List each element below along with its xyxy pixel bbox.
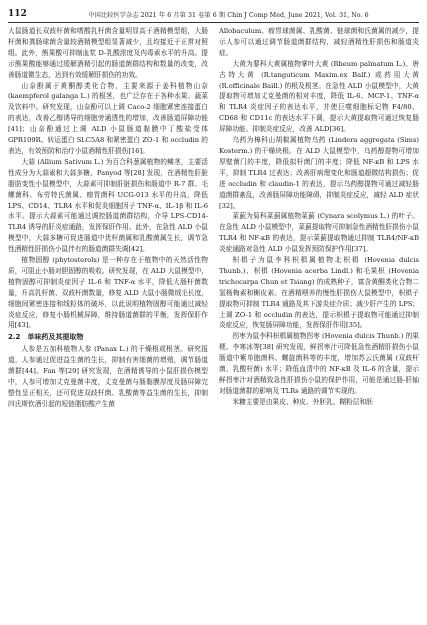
journal-running-title: 中国比较医学杂志 2021 年 6 月第 31 卷第 6 期 Chin J Comp Med, June 2021, Vol. 31, No. 6 bbox=[88, 11, 369, 19]
body-paragraph: 人参是五加科植物人参 (Panax L.) 的干燥根或根茎。研究报道，人参通过促进益生菌的生长，抑制有害细菌的增殖，调节肠道菌群[44]。Fan 等[29] 研究发现，在酒精诱导的小鼠肝损伤模型中，人参可增加丈克曼菌丰度，丈克曼菌与肠黏膜厚度及肠屏障完整性呈正相关，还可促进双歧杆菌、乳酸菌等益生菌的生长，抑制四氏斯钦酒引起的短链脂肪酸产生菌 bbox=[8, 345, 208, 408]
body-paragraph: 枳椇子为鼠李科枳椇属植物北枳椇 (Hovenia dulcis Thunb.)、枳椇 (Hovenia acerba Lindl.) 和毛果枳 (Hovenia trichocarpa Chun et Tsiang) 的成熟种子，富含黄酮类化合物二氢杨梅素和槲皮素。在酒精喂养的慢性肝损伤大鼠模型中，枳椇子提取物可抑制 TLR4 通路及其下游炎症介质；减少肝产生的 LPS；上调 ZO-1 和 occludin 的表达，提示枳椇子提取物可能通过抑制炎症反应，恢复肠屏障功能，发挥保肝作用[35]。 bbox=[219, 256, 419, 330]
body-paragraph: 植物固醇 (phytosterols) 是一种存在于植物中的天然活性物质，可阻止小肠对胆固醇的吸收。研究发现，在 ALD 大鼠模型中，植物固醇可抑制炎症因子 IL-6 和 TNF-α 水平，降低大肠杆菌数量，升高乳杆菌、双歧杆菌数量，修复 ALD 大鼠小肠微绒毛长度，细胞间紧密连接和线粒体的破坏，以此说明植物固醇可能通过减轻炎症反应，修复小肠机械屏障，维持肠道菌群的平衡，发挥保肝作用[43]。 bbox=[8, 256, 208, 330]
body-paragraph: 拐枣为鼠李科枳椇属植物拐枣 (Hovenia dulcis Thunb.) 的果梗。李寒冰等[38] 研究发现，鲜拐枣汁可降低急性酒精肝损伤小鼠肠道中紫单胞菌科、螺旋菌科等的丰度，增加苏云氏菌属 (双歧杆菌、乳酸杆菌) 水平；降低血清中的 NF-κB 及 IL-6 的含量，提示鲜拐枣汁对酒精致急性肝损伤小鼠的保护作用，可能是通过肠-肝轴对肠道菌群的影响及 TLRs 通路的调节实现的。 bbox=[219, 332, 419, 395]
page-number: 112 bbox=[8, 9, 27, 19]
body-paragraph: 菜蓟为菊科菜蓟属植物菜蓟 (Cynara scolymus L.) 的叶子。在急性 ALD 小鼠模型中，菜蓟提取物可抑制急性酒精性肝损伤小鼠 TLR4 和 NF-κB 的表达，提示菜蓟提取物通过抑制 TLR4/NF-κB 炎症通路对急性 ALD 小鼠发挥预防保护作用[37]。 bbox=[219, 212, 419, 254]
section-heading: 2.2 单味药及其提取物 bbox=[8, 333, 84, 342]
page-header bbox=[8, 6, 419, 23]
body-paragraph: 山奈酚属于黄酮醇类化合物，主要来源于姜科植物山奈 (kaempferol galanga L.) 的根茎，也广泛存在于各种水果、蔬菜及饮料中。研究发现，山奈酚可以上调 Caco-2 细胞紧密连接蛋白的表达，改善乙醇诱导的细胞旁通透性的增加，改善肠道屏障功能[41]；山奈酚通过上调 ALD 小鼠肠道黏膜中丁酸盐受体 GPR109R、转运蛋白 SLC5A8 和紧密蛋白 ZO-1 和 occludin 的表达，有效预防和治疗小鼠酒精性肝损伤[16]。 bbox=[8, 81, 208, 155]
left-column bbox=[8, 26, 208, 622]
right-column bbox=[219, 26, 419, 622]
body-paragraph: 乌药为樟科山胡椒属植物乌药 (Lindera aggregata (Sims) Kosterm.) 的干燥块根。在 ALD 大鼠模型中，乌药醇提物可增加厚壁菌门的丰度，降低拟杆菌门的丰度；降低 NF-κB 和 LPS 水平，抑制 TLR4 过表达；改善肝病理变化和肠道超微结构损伤；促进 occludin 和 claudin-1 的表达，提示乌药醇提物可通过减轻肠道菌群紊乱，改善肠屏障功能障碍，抑制炎症反应，减轻 ALD 症状[32]。 bbox=[219, 136, 419, 210]
body-paragraph: Allobaculum、瘤胃球菌属、乳酸菌、链球菌和氏菌属的减少，提示人参可以通过调节肠道菌群结构，减轻酒精性肝损伤和肠道炎症。 bbox=[219, 27, 419, 57]
body-paragraph: 大黄为蓼科大黄属植物掌叶大黄 (Rheum palmatum L.)、唐古特大黄 (R.tanguticum Maxim.ex Balf.) 或药用大黄 (R.officinale Baill.) 的根及根茎。在急性 ALD 小鼠模型中，大黄提取物可增加丈克曼菌的相对丰度，降低 IL-6、MCP-1、TNF-α 和 TLR4 炎症因子的表达水平，并使巨噬细胞标记物 F4/80、CD68 和 CD11c 的表达水平下调，提示大黄提取物可通过恢复肠屏障功能、抑制炎症反应，改善 ALD[36]。 bbox=[219, 59, 419, 134]
body-paragraph: 大鼠肠道长双歧杆菌和嗜酸乳杆菌含量明显高于酒精模型组，大肠杆菌和粪肠球菌含量较酒精模型组显著减少，且均接近于正常对照组。此外，熊果酸可抑制血浆 D-乳酸浓度及内毒素水平的升高。提示熊果酸能够通过缓解酒精引起的肠道菌群结构和数量的改变，改善肠道微生态，达到有效缓解肝损伤的功效。 bbox=[8, 27, 208, 79]
body-paragraph: 大蒜 (Allium Sativum L.) 为百合科葱属植物的鳞茎，主要活性成分为大蒜素和大蒜多糖。Panyod 等[28] 发现，在酒精性肝脏脂肪变性小鼠模型中，大蒜素可抑制肝脏损伤和肠道中 R-7 群、毛螺菌科、布劳特氏菌属、瘤胃菌科 UCG-013 水平的升高，降低 LPS、CD14、TLR4 水平和促炎细胞因子 TNF-α、IL-1β 和 IL-6 水平。提示大蒜素可能通过调控肠道菌群结构，介导 LPS-CD14-TLR4 诱导的肝炎症通路，发挥保肝作用。此外，在急性 ALD 小鼠模型中，大蒜多糖可促进肠道中优杆菌属和乳酸菌属生长，调节急性酒精性肝损伤小鼠伴有的肠道菌群失调[42]。 bbox=[8, 157, 208, 254]
body-paragraph: 米糠主要是由果皮、种皮、外胚乳、糊粉层和胚 bbox=[232, 397, 373, 406]
